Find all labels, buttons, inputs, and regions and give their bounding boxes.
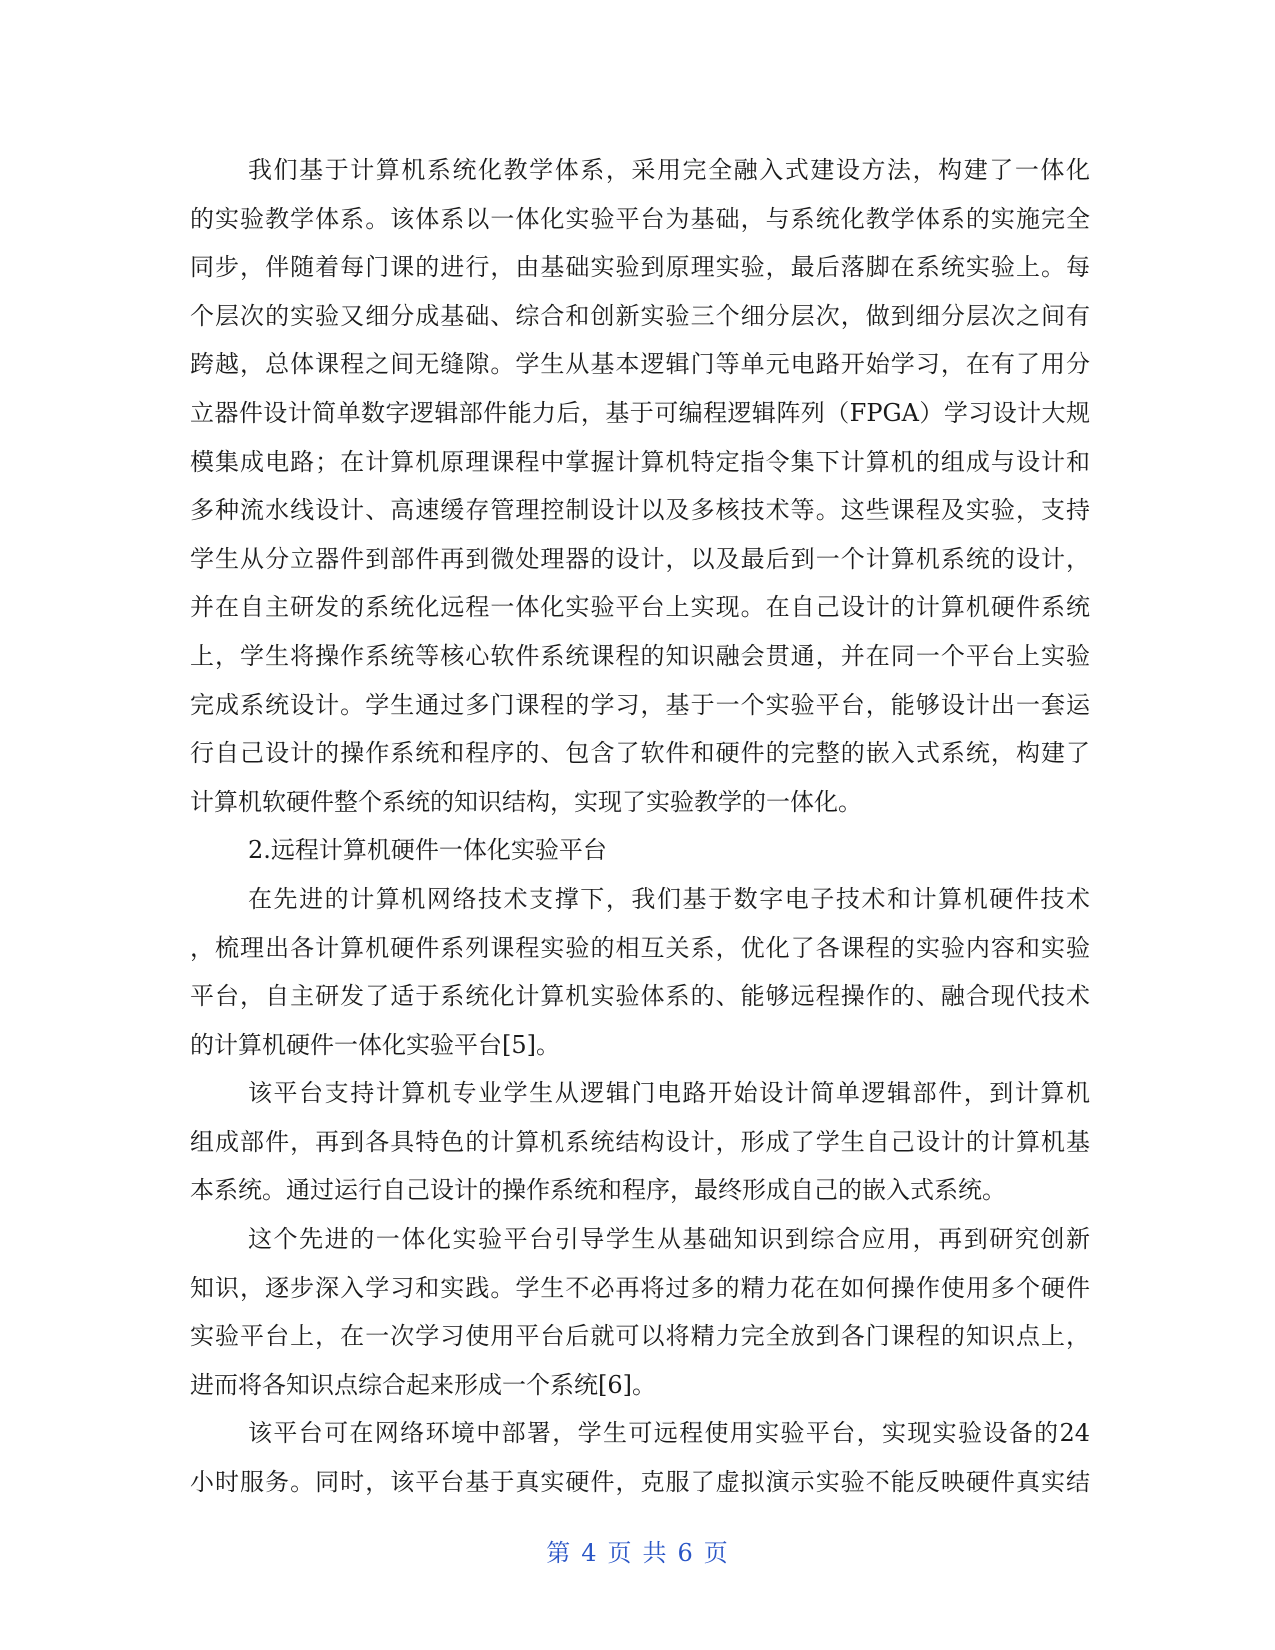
text-line: 这个先进的一体化实验平台引导学生从基础知识到综合应用，再到研究创新 (248, 1225, 1090, 1254)
footer-suffix: 页 (703, 1539, 729, 1567)
text-line: 该平台支持计算机专业学生从逻辑门电路开始设计简单逻辑部件，到计算机 (248, 1079, 1090, 1108)
text-line: 在先进的计算机网络技术支撑下，我们基于数字电子技术和计算机硬件技术 (248, 884, 1090, 913)
document-body (190, 146, 1090, 1507)
text-line: 多种流水线设计、高速缓存管理控制设计以及多核技术等。这些课程及实验，支持 (190, 496, 1090, 525)
footer-prefix: 第 (546, 1539, 572, 1567)
text-line: 该平台可在网络环境中部署，学生可远程使用实验平台，实现实验设备的24 (248, 1419, 1090, 1448)
text-line: 知识，逐步深入学习和实践。学生不必再将过多的精力花在如何操作使用多个硬件 (190, 1273, 1090, 1302)
footer-page-word: 页 (607, 1539, 633, 1567)
text-line: 实验平台上，在一次学习使用平台后就可以将精力完全放到各门课程的知识点上， (190, 1322, 1090, 1351)
text-line: 学生从分立器件到部件再到微处理器的设计，以及最后到一个计算机系统的设计， (190, 544, 1090, 573)
text-line: 跨越，总体课程之间无缝隙。学生从基本逻辑门等单元电路开始学习，在有了用分 (190, 350, 1090, 379)
text-line: 同步，伴随着每门课的进行，由基础实验到原理实验，最后落脚在系统实验上。每 (190, 253, 1090, 282)
text-line: 立器件设计简单数字逻辑部件能力后，基于可编程逻辑阵列（FPGA）学习设计大规 (190, 398, 1090, 427)
text-line: 上，学生将操作系统等核心软件系统课程的知识融会贯通，并在同一个平台上实验 (190, 641, 1090, 670)
text-line: 计算机软硬件整个系统的知识结构，实现了实验教学的一体化。 (190, 787, 862, 816)
footer-total-word: 共 (642, 1539, 668, 1567)
current-page-number: 4 (581, 1539, 598, 1567)
text-line: 2.远程计算机硬件一体化实验平台 (248, 836, 607, 865)
text-line: 我们基于计算机系统化教学体系，采用完全融入式建设方法，构建了一体化 (248, 156, 1090, 184)
text-line: 并在自主研发的系统化远程一体化实验平台上实现。在自己设计的计算机硬件系统 (190, 593, 1090, 622)
text-line: 本系统。通过运行自己设计的操作系统和程序，最终形成自己的嵌入式系统。 (190, 1176, 1006, 1205)
text-line: 组成部件，再到各具特色的计算机系统结构设计，形成了学生自己设计的计算机基 (190, 1127, 1090, 1156)
text-line: 平台，自主研发了适于系统化计算机实验体系的、能够远程操作的、融合现代技术 (190, 982, 1090, 1011)
text-line: 的实验教学体系。该体系以一体化实验平台为基础，与系统化教学体系的实施完全 (190, 204, 1090, 233)
text-line: 的计算机硬件一体化实验平台[5]。 (190, 1030, 560, 1059)
page-footer (0, 1533, 1275, 1568)
text-line: 模集成电路；在计算机原理课程中掌握计算机特定指令集下计算机的组成与设计和 (190, 447, 1090, 476)
text-line: 个层次的实验又细分成基础、综合和创新实验三个细分层次，做到细分层次之间有 (190, 301, 1090, 330)
total-page-number: 6 (677, 1539, 694, 1567)
text-line: 行自己设计的操作系统和程序的、包含了软件和硬件的完整的嵌入式系统，构建了 (190, 739, 1090, 768)
text-line: ，梳理出各计算机硬件系列课程实验的相互关系，优化了各课程的实验内容和实验 (190, 933, 1090, 962)
text-line: 进而将各知识点综合起来形成一个系统[6]。 (190, 1370, 656, 1399)
text-line: 小时服务。同时，该平台基于真实硬件，克服了虚拟演示实验不能反映硬件真实结 (190, 1468, 1090, 1497)
text-line: 完成系统设计。学生通过多门课程的学习，基于一个实验平台，能够设计出一套运 (190, 690, 1090, 719)
